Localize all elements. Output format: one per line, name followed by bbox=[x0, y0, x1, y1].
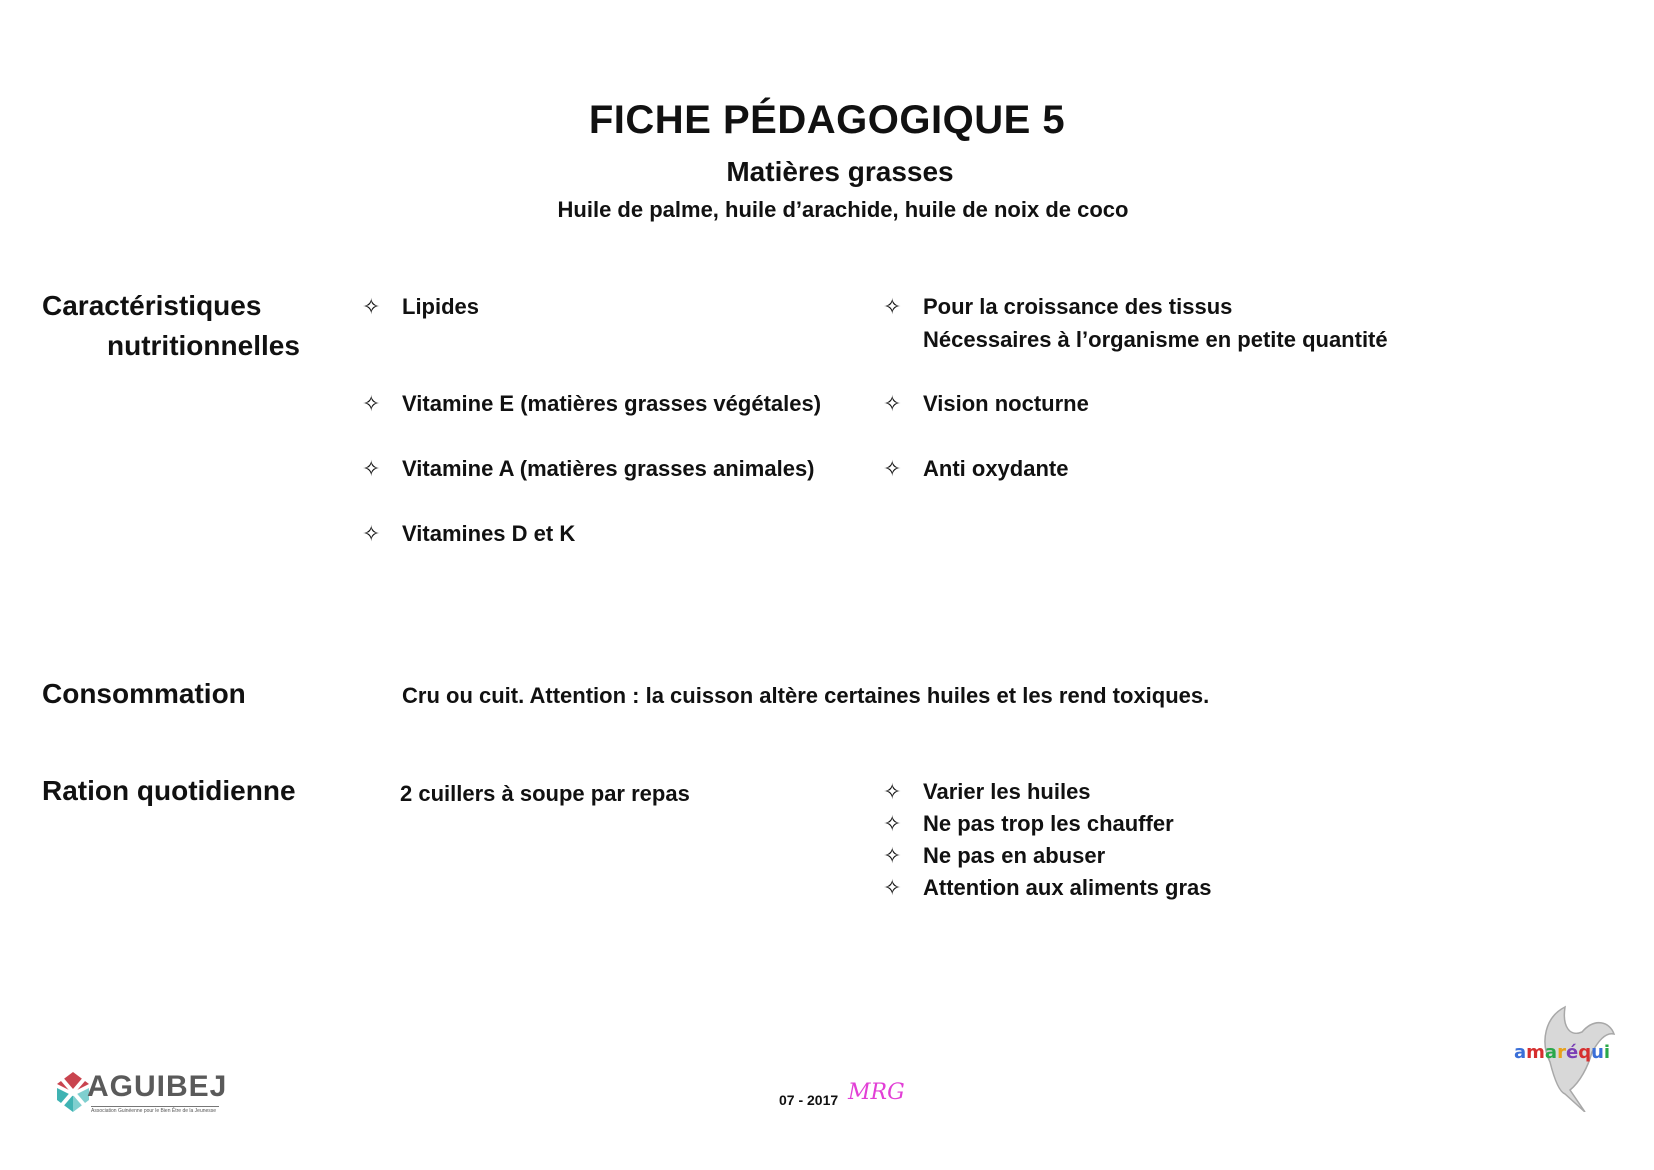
page-title: FICHE PÉDAGOGIQUE 5 bbox=[588, 98, 1066, 142]
list-item: ✧ Vitamine E (matières grasses végétales) bbox=[362, 388, 821, 420]
list-item: ✧ Lipides bbox=[362, 291, 479, 323]
four-point-star-icon: ✧ bbox=[362, 521, 381, 546]
amarequi-logo-text: amaréqui bbox=[1514, 1042, 1611, 1063]
list-item: ✧ Attention aux aliments gras bbox=[883, 872, 1212, 904]
list-item: ✧ Vitamines D et K bbox=[362, 518, 575, 550]
list-item: ✧ Vision nocturne bbox=[883, 388, 1089, 420]
consommation-text: Cru ou cuit. Attention : la cuisson altère certaines huiles et les rend toxiques. bbox=[402, 683, 1210, 708]
footer-date: 07 - 2017 bbox=[779, 1092, 839, 1108]
aguibej-logo-subtext: Association Guinéenne pour le Bien Être de la Jeunesse bbox=[91, 1108, 217, 1114]
four-point-star-icon: ✧ bbox=[883, 456, 902, 481]
four-point-star-icon: ✧ bbox=[883, 391, 902, 416]
aguibej-logo-text: AGUIBEJ bbox=[87, 1070, 228, 1103]
four-point-star-icon: ✧ bbox=[883, 779, 902, 804]
aguibej-logo bbox=[55, 1068, 228, 1118]
amarequi-logo bbox=[1510, 1002, 1620, 1112]
section-label-ration: Ration quotidienne bbox=[42, 775, 296, 806]
list-item: ✧ Anti oxydante bbox=[883, 453, 1068, 485]
list-item: ✧ Ne pas trop les chauffer bbox=[883, 808, 1174, 840]
list-item: ✧ Varier les huiles bbox=[883, 776, 1091, 808]
four-point-star-icon: ✧ bbox=[883, 811, 902, 836]
logo-divider bbox=[91, 1106, 219, 1107]
list-item: ✧ Vitamine A (matières grasses animales) bbox=[362, 453, 815, 485]
four-point-star-icon: ✧ bbox=[362, 456, 381, 481]
four-point-star-icon: ✧ bbox=[883, 294, 902, 319]
section-label-caracteristiques: Caractéristiques bbox=[42, 290, 262, 321]
page-subtitle: Matières grasses bbox=[726, 156, 954, 187]
four-point-star-icon: ✧ bbox=[883, 875, 902, 900]
list-item: ✧ Pour la croissance des tissus bbox=[883, 291, 1232, 323]
four-point-star-icon: ✧ bbox=[362, 294, 381, 319]
four-point-star-icon: ✧ bbox=[362, 391, 381, 416]
aguibej-logo-mark bbox=[55, 1070, 91, 1114]
page-subsubtitle: Huile de palme, huile d’arachide, huile de noix de coco bbox=[557, 197, 1129, 222]
signature: MRG bbox=[848, 1080, 905, 1105]
ration-text: 2 cuillers à soupe par repas bbox=[400, 781, 690, 806]
list-item: ✧ Ne pas en abuser bbox=[883, 840, 1105, 872]
section-label-consommation: Consommation bbox=[42, 678, 246, 709]
note-text: Nécessaires à l’organisme en petite quantité bbox=[923, 327, 1388, 352]
section-label-caracteristiques-line2: nutritionnelles bbox=[107, 330, 300, 361]
four-point-star-icon: ✧ bbox=[883, 843, 902, 868]
